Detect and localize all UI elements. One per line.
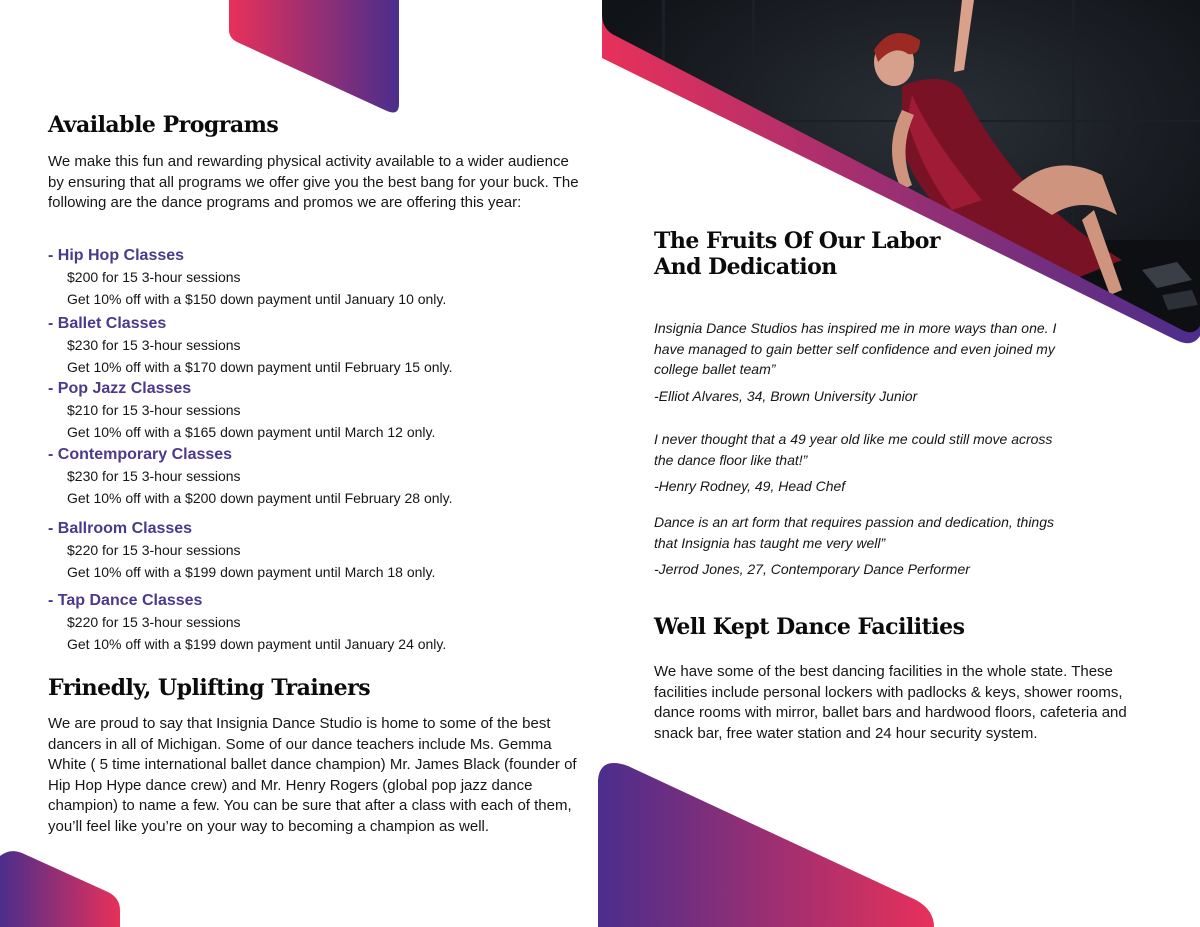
program-item-pop-jazz — [48, 379, 435, 443]
program-title: - Ballroom Classes — [48, 520, 193, 537]
program-sessions: $200 for 15 3-hour sessions — [67, 269, 241, 285]
facilities-body: We have some of the best dancing facilities in the whole state. These facilities include personal lockers with padlocks & keys, shower rooms, dance rooms with mirror, ballet bars and hardwood floors, cafeteria and snack bar, free water station and 24 hour security system. — [654, 663, 1127, 742]
facilities-heading: Well Kept Dance Facilities — [654, 614, 965, 640]
testimonial-quote: I never thought that a 49 year old like me could still move across the dance floor like that!” — [654, 431, 1053, 468]
program-title: - Tap Dance Classes — [48, 592, 203, 609]
program-sessions: $220 for 15 3-hour sessions — [67, 542, 241, 558]
program-promo: Get 10% off with a $170 down payment until February 15 only. — [67, 359, 453, 375]
testimonial-author: -Elliot Alvares, 34, Brown University Junior — [654, 387, 918, 404]
trainers-heading: Frinedly, Uplifting Trainers — [48, 675, 371, 701]
program-sessions: $230 for 15 3-hour sessions — [67, 468, 241, 484]
decorative-gradient-shape-bottom-left — [0, 848, 122, 927]
programs-heading: Available Programs — [48, 112, 279, 138]
testimonial-3 — [654, 512, 1074, 580]
fruits-heading-line-2: And Dedication — [654, 254, 837, 280]
program-promo: Get 10% off with a $165 down payment until March 12 only. — [67, 424, 436, 440]
decorative-gradient-shape-top — [229, 0, 401, 116]
program-promo: Get 10% off with a $199 down payment until March 18 only. — [67, 564, 436, 580]
program-item-ballroom — [48, 519, 435, 583]
program-sessions: $210 for 15 3-hour sessions — [67, 402, 241, 418]
program-title: - Contemporary Classes — [48, 446, 233, 463]
testimonial-author: -Henry Rodney, 49, Head Chef — [654, 478, 846, 494]
program-title: - Hip Hop Classes — [48, 247, 185, 264]
programs-intro: We make this fun and rewarding physical activity available to a wider audience by ensuring that all programs we offer give you the best bang for your buck. The following are the dance programs and promos we are offering this year: — [48, 153, 579, 211]
program-sessions: $220 for 15 3-hour sessions — [67, 614, 241, 630]
testimonial-quote: Insignia Dance Studios has inspired me in more ways than one. I have managed to gain better self confidence and even joined my college ballet team” — [654, 320, 1057, 377]
testimonial-2 — [654, 429, 1074, 497]
program-item-contemporary — [48, 445, 453, 509]
fruits-heading-line-1: The Fruits Of Our Labor — [654, 228, 940, 254]
program-promo: Get 10% off with a $200 down payment until February 28 only. — [67, 490, 453, 506]
testimonial-quote: Dance is an art form that requires passion and dedication, things that Insignia has taught me very well” — [654, 514, 1055, 551]
right-column — [654, 0, 1174, 927]
program-promo: Get 10% off with a $199 down payment until January 24 only. — [67, 636, 447, 652]
program-item-tap-dance — [48, 591, 446, 655]
program-title: - Pop Jazz Classes — [48, 380, 192, 397]
testimonial-author: -Jerrod Jones, 27, Contemporary Dance Performer — [654, 561, 970, 577]
program-title: - Ballet Classes — [48, 315, 167, 332]
trainers-body: We are proud to say that Insignia Dance Studio is home to some of the best dancers in all of Michigan. Some of our dance teachers include Ms. Gemma White ( 5 time international ballet dance champion) Mr. James Black (founder of Hip Hop Hype dance crew) and Mr. Henry Rogers (global pop jazz dance champion) to name a few. You can be sure that after a class with each of them, you’ll feel like you’re on your way to becoming a champion as well. — [48, 715, 577, 835]
program-promo: Get 10% off with a $150 down payment until January 10 only. — [67, 291, 447, 307]
fruits-heading — [654, 228, 954, 280]
program-item-hip-hop — [48, 246, 446, 310]
program-item-ballet — [48, 314, 453, 378]
testimonial-1 — [654, 318, 1074, 406]
program-sessions: $230 for 15 3-hour sessions — [67, 337, 241, 353]
